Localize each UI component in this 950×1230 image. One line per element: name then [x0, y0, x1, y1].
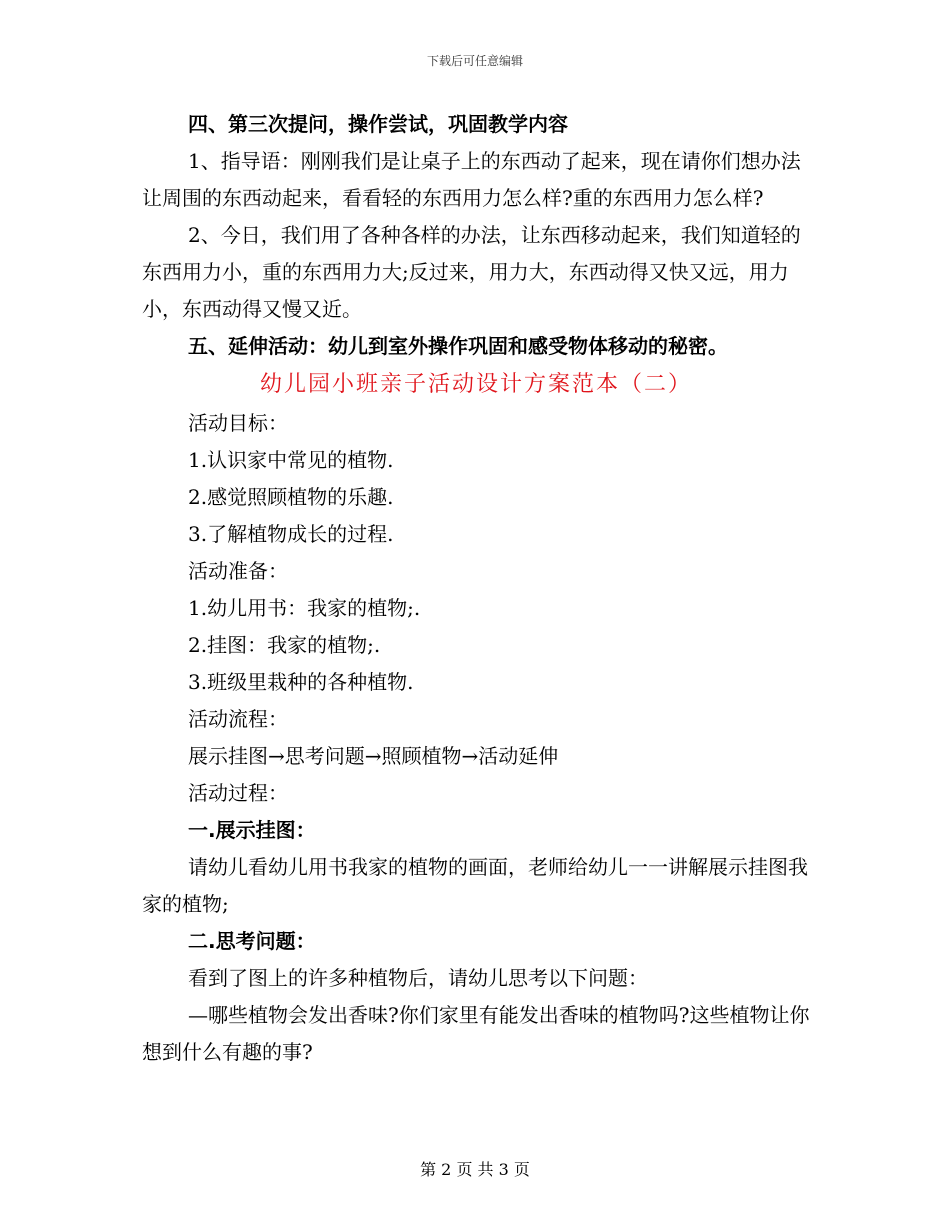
goal-item-3: 3.了解植物成长的过程.	[188, 522, 394, 546]
step-one-heading: 一.展示挂图：	[188, 818, 316, 842]
document-body	[142, 106, 810, 1071]
flow-text: 展示挂图→思考问题→照顾植物→活动延伸	[188, 744, 559, 768]
document-title: 幼儿园小班亲子活动设计方案范本（二）	[259, 372, 692, 397]
section-four-heading: 四、第三次提问，操作尝试，巩固教学内容	[188, 112, 568, 136]
flow-label: 活动流程：	[188, 707, 288, 731]
paragraph-summary: 2、今日，我们用了各种各样的办法，让东西移动起来，我们知道轻的东西用力小，重的东西用力大;反过来，用力大，东西动得又快又远，用力小，东西动得又慢又近。	[142, 223, 801, 321]
paragraph-guide: 1、指导语：刚刚我们是让桌子上的东西动了起来，现在请你们想办法让周围的东西动起来，看看轻的东西用力怎么样?重的东西用力怎么样?	[142, 149, 801, 210]
page-header-note: 下载后可任意编辑	[426, 54, 523, 68]
step-two-heading: 二.思考问题：	[188, 929, 316, 953]
prep-item-2: 2.挂图：我家的植物;.	[188, 633, 381, 657]
prep-item-1: 1.幼儿用书：我家的植物;.	[188, 596, 421, 620]
step-two-question: —哪些植物会发出香味?你们家里有能发出香味的植物吗?这些植物让你想到什么有趣的事?	[142, 1003, 810, 1064]
step-one-text: 请幼儿看幼儿用书我家的植物的画面，老师给幼儿一一讲解展示挂图我家的植物;	[142, 855, 808, 916]
section-five-heading: 五、延伸活动：幼儿到室外操作巩固和感受物体移动的秘密。	[188, 334, 728, 358]
goals-label: 活动目标：	[188, 411, 288, 435]
page-footer-number: 第 2 页 共 3 页	[420, 1160, 530, 1179]
process-label: 活动过程：	[188, 781, 288, 805]
step-two-intro: 看到了图上的许多种植物后，请幼儿思考以下问题：	[188, 966, 648, 990]
prep-item-3: 3.班级里栽种的各种植物.	[188, 670, 414, 694]
goal-item-1: 1.认识家中常见的植物.	[188, 448, 394, 472]
goal-item-2: 2.感觉照顾植物的乐趣.	[188, 485, 394, 509]
prep-label: 活动准备：	[188, 559, 288, 583]
